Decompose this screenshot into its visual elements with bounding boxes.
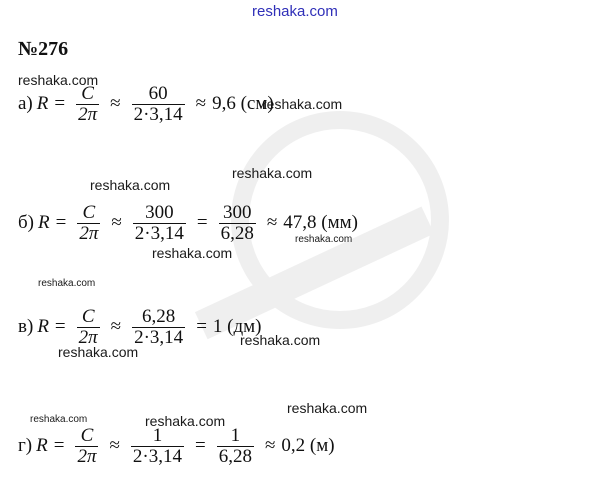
item-label: б) bbox=[18, 212, 34, 234]
solution-a bbox=[18, 84, 274, 125]
approx-sign: ≈ bbox=[264, 435, 276, 457]
watermark-d-small: reshaka.com bbox=[30, 414, 88, 425]
watermark-top: reshaka.com bbox=[252, 3, 338, 20]
equals-sign: = bbox=[196, 316, 207, 338]
fraction-step: $\frac{1}{2\cdot 3,14}$ bbox=[132, 425, 182, 467]
result: 1 (дм) bbox=[212, 316, 262, 338]
approx-sign: ≈ bbox=[109, 435, 120, 457]
equals-sign: = bbox=[55, 212, 67, 234]
var-r: R bbox=[36, 435, 48, 457]
fraction-step: $\frac{1}{6,28}$ bbox=[218, 425, 252, 467]
var-r: R bbox=[37, 316, 49, 338]
approx-sign: ≈ bbox=[195, 93, 207, 115]
var-r: R bbox=[38, 212, 50, 234]
result: 9,6 (см) bbox=[212, 93, 274, 115]
equals-sign: = bbox=[195, 435, 206, 457]
item-label: г) bbox=[18, 435, 33, 457]
watermark-b-top: reshaka.com bbox=[90, 177, 171, 193]
watermark-b-bottom: reshaka.com bbox=[152, 245, 233, 261]
watermark-c-left: reshaka.com bbox=[58, 344, 139, 360]
item-label: в) bbox=[18, 316, 34, 338]
watermark-c-right: reshaka.com bbox=[240, 332, 321, 348]
fraction-c-over-2pi: $\frac{C}{2\pi}$ bbox=[78, 83, 98, 125]
equals-sign: = bbox=[196, 212, 208, 234]
equals-sign: = bbox=[54, 316, 66, 338]
solution-d bbox=[18, 426, 335, 467]
fraction-c-over-2pi: $\frac{C}{2\pi}$ bbox=[78, 306, 98, 348]
item-label: а) bbox=[18, 93, 33, 115]
watermark-b-top-right: reshaka.com bbox=[232, 165, 313, 181]
approx-sign: ≈ bbox=[110, 316, 122, 338]
fraction-c-over-2pi: $\frac{C}{2\pi}$ bbox=[79, 202, 99, 244]
var-r: R bbox=[36, 93, 49, 115]
fraction-step: $\frac{60}{2\cdot 3,14}$ bbox=[133, 83, 183, 125]
result: 47,8 (мм) bbox=[283, 212, 358, 234]
watermark-c-small: reshaka.com bbox=[38, 278, 96, 289]
fraction-step: $\frac{6,28}{2\cdot 3,14}$ bbox=[134, 306, 184, 348]
watermark-a-right: reshaka.com bbox=[262, 96, 343, 112]
watermark-d-right: reshaka.com bbox=[287, 400, 368, 416]
approx-sign: ≈ bbox=[110, 93, 121, 115]
fraction-step: $\frac{300}{6,28}$ bbox=[220, 202, 254, 244]
watermark-d-mid: reshaka.com bbox=[145, 413, 226, 429]
result: 0,2 (м) bbox=[281, 435, 335, 457]
equals-sign: = bbox=[54, 93, 66, 115]
fraction-step: $\frac{300}{2\cdot 3,14}$ bbox=[134, 202, 184, 244]
equals-sign: = bbox=[53, 435, 65, 457]
approx-sign: ≈ bbox=[111, 212, 122, 234]
watermark-a-left: reshaka.com bbox=[18, 72, 99, 88]
approx-sign: ≈ bbox=[266, 212, 278, 234]
watermark-b-small: reshaka.com bbox=[295, 234, 353, 245]
solution-b bbox=[18, 203, 358, 244]
solution-c bbox=[18, 307, 262, 348]
fraction-c-over-2pi: $\frac{C}{2\pi}$ bbox=[77, 425, 97, 467]
problem-number: №276 bbox=[18, 38, 69, 60]
